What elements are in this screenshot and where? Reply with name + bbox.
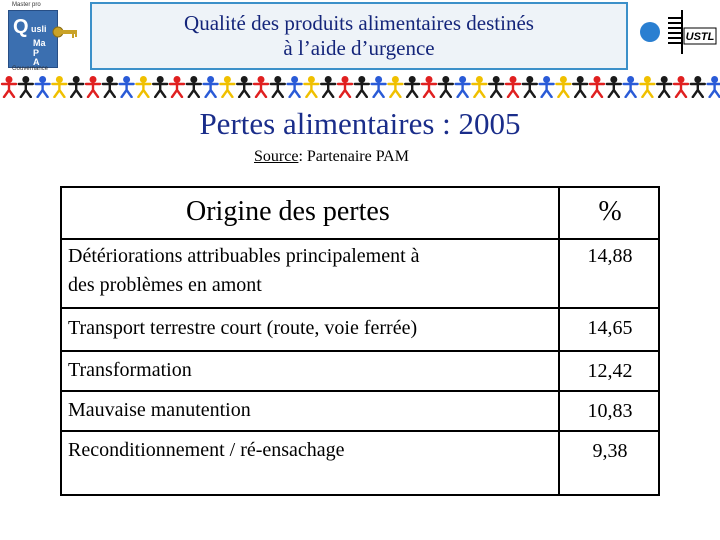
ustl-logo-text: USTL: [685, 31, 715, 43]
stick-figure-icon: [388, 77, 402, 98]
stick-figure-icon: [338, 77, 352, 98]
logo-letters-ma: Ma: [33, 38, 46, 48]
logo-blue-panel: [8, 10, 58, 68]
stick-figure-icon: [271, 77, 285, 98]
stick-figure-icon: [506, 77, 520, 98]
header-percent: %: [598, 196, 622, 227]
stick-figure-icon: [624, 77, 638, 98]
title-line-1: Qualité des produits alimentaires destinés: [184, 11, 534, 35]
stick-figure-icon: [607, 77, 621, 98]
stick-figure-icon: [691, 77, 705, 98]
row-1-origin-line-1: Détériorations attribuables principalement à: [68, 245, 420, 267]
row-1-percent: 14,88: [587, 245, 633, 267]
stick-figure-icon: [355, 77, 369, 98]
stick-figure-icon: [573, 77, 587, 98]
stick-figure-icon: [422, 77, 436, 98]
stick-figure-icon: [237, 77, 251, 98]
stick-figure-icon: [674, 77, 688, 98]
stick-figure-icon: [405, 77, 419, 98]
stick-figure-icon: [556, 77, 570, 98]
stick-figure-icon: [523, 77, 537, 98]
stick-figure-icon: [187, 77, 201, 98]
stick-figure-icon: [489, 77, 503, 98]
source-value: : Partenaire PAM: [298, 148, 409, 165]
title-line-2: à l’aide d’urgence: [283, 36, 435, 60]
stick-figure-icon: [120, 77, 134, 98]
stick-figure-icon: [540, 77, 554, 98]
stick-figure-icon: [220, 77, 234, 98]
stick-figure-icon: [640, 77, 654, 98]
row-divider: [62, 307, 658, 309]
stick-figure-icon: [439, 77, 453, 98]
header-origin: Origine des pertes: [186, 196, 390, 227]
stick-figure-icon: [86, 77, 100, 98]
title-banner: [90, 2, 628, 70]
stick-figure-icon: [170, 77, 184, 98]
stick-figure-icon: [304, 77, 318, 98]
stick-figure-icon: [136, 77, 150, 98]
ustl-emblem-icon: [638, 4, 718, 64]
logo-letter-a: A: [33, 57, 40, 67]
row-4-percent: 10,83: [587, 400, 633, 422]
stick-figure-icon: [2, 77, 16, 98]
stick-figure-icon: [204, 77, 218, 98]
key-icon: [52, 24, 78, 40]
stick-figure-icon: [472, 77, 486, 98]
source-line: [254, 147, 409, 167]
row-4-origin: Mauvaise manutention: [68, 399, 251, 421]
row-divider: [62, 238, 658, 240]
row-3-percent: 12,42: [587, 360, 633, 382]
logo-top-text: Master pro: [12, 2, 41, 8]
stick-figure-icon: [52, 77, 66, 98]
row-5-percent: 9,38: [592, 440, 628, 462]
row-2-origin: Transport terrestre court (route, voie ferrée): [68, 317, 418, 339]
losses-table: [60, 186, 660, 496]
stick-figure-icon: [372, 77, 386, 98]
row-1-origin-line-2: des problèmes en amont: [68, 274, 262, 296]
logo-letter-p: P: [33, 48, 40, 58]
stick-figure-icon: [288, 77, 302, 98]
row-3-origin: Transformation: [68, 359, 192, 381]
slide-headline: Pertes alimentaires : 2005: [199, 106, 521, 141]
row-divider: [62, 350, 658, 352]
row-5-origin: Reconditionnement / ré-ensachage: [68, 439, 345, 461]
row-divider: [62, 430, 658, 432]
stick-figure-icon: [69, 77, 83, 98]
logo-letter-q: Q: [13, 16, 29, 38]
stick-figure-icon: [254, 77, 268, 98]
stick-figure-icon: [456, 77, 470, 98]
row-2-percent: 14,65: [587, 317, 633, 339]
source-label: Source: [254, 148, 299, 165]
stick-figure-icon: [321, 77, 335, 98]
stick-figure-icon: [590, 77, 604, 98]
people-chain-decoration: [0, 76, 720, 98]
logo-bottom-text: Gouvernance: [12, 66, 49, 72]
stick-figure-icon: [36, 77, 50, 98]
ustl-logo: [638, 4, 718, 64]
logo-letters-usli: usli: [31, 24, 47, 34]
stick-figure-icon: [103, 77, 117, 98]
stick-figure-icon: [708, 77, 720, 98]
row-divider: [62, 390, 658, 392]
stick-figure-icon: [657, 77, 671, 98]
master-pro-logo: [6, 2, 76, 70]
stick-figure-icon: [153, 77, 167, 98]
stick-figure-icon: [19, 77, 33, 98]
